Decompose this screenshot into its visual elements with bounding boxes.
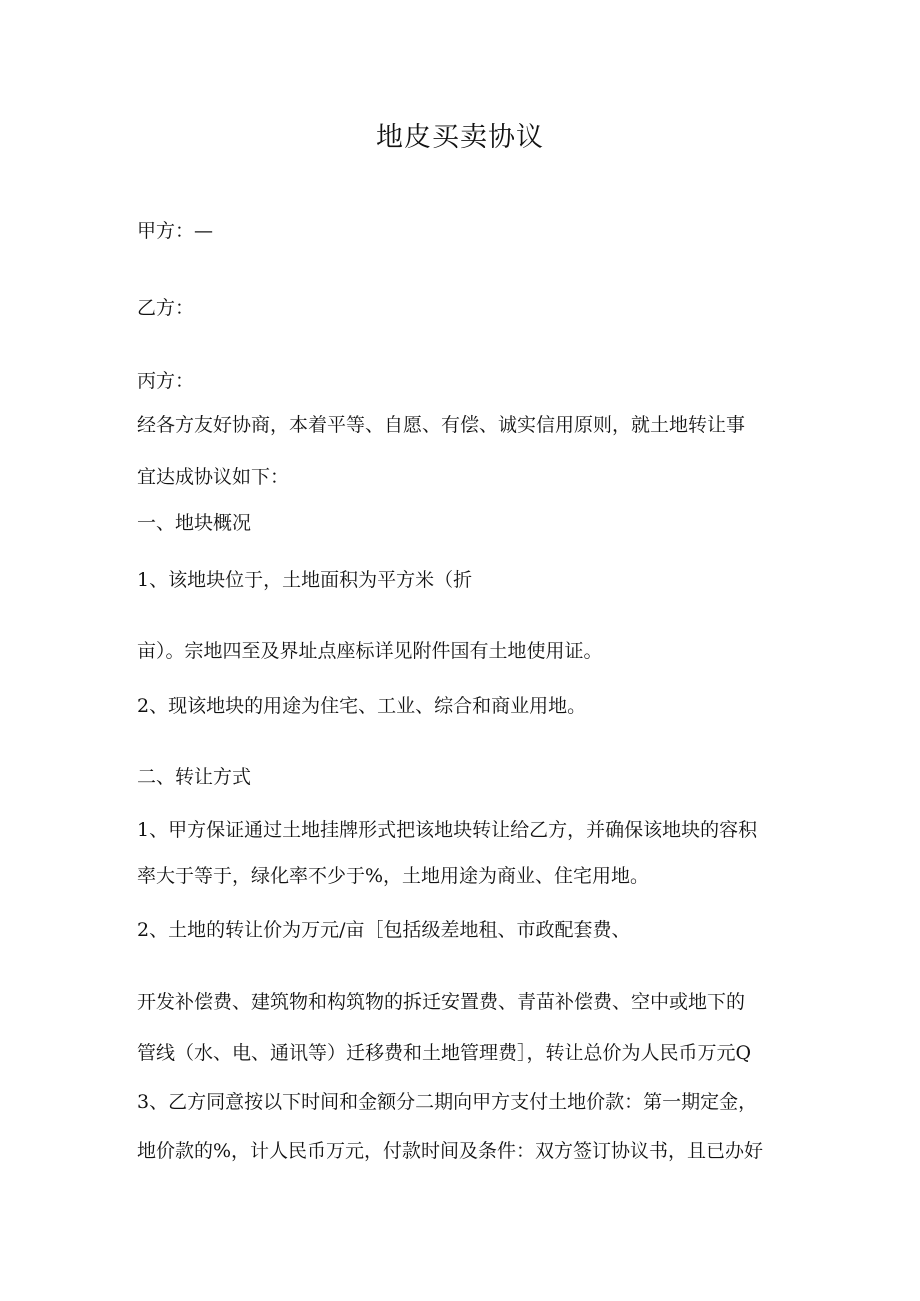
section-2-heading: 二、转让方式 [137, 766, 252, 788]
clause-2-2-line-1: 2、土地的转让价为万元/亩［包括级差地租、市政配套费、 [137, 919, 631, 941]
section-1-heading: 一、地块概况 [137, 512, 252, 534]
document-title: 地皮买卖协议 [376, 122, 544, 153]
clause-1-1-line-1: 1、该地块位于，土地面积为平方米（折 [137, 569, 473, 591]
preamble-line-1: 经各方友好协商，本着平等、自愿、有偿、诚实信用原则，就土地转让事 [137, 414, 746, 436]
party-b-line: 乙方： [137, 297, 195, 319]
party-a-line: 甲方：— [137, 220, 214, 242]
clause-2-3-line-2: 地价款的%，计人民币万元，付款时间及条件：双方签订协议书，且已办好 [137, 1140, 764, 1162]
clause-1-2-line: 2、现该地块的用途为住宅、工业、综合和商业用地。 [137, 695, 587, 717]
clause-2-1-line-2: 率大于等于，绿化率不少于%，土地用途为商业、住宅用地。 [137, 865, 650, 887]
clause-2-1-line-1: 1、甲方保证通过土地挂牌形式把该地块转让给乙方，并确保该地块的容积 [137, 819, 758, 841]
clause-1-1-line-2: 亩）。宗地四至及界址点座标详见附件国有土地使用证。 [137, 640, 603, 662]
clause-2-2-line-3: 管线（水、电、通讯等）迁移费和土地管理费］，转让总价为人民币万元Q [137, 1042, 752, 1064]
preamble-line-2: 宜达成协议如下： [137, 466, 290, 488]
party-c-line: 丙方： [137, 370, 195, 392]
clause-2-2-line-2: 开发补偿费、建筑物和构筑物的拆迁安置费、青苗补偿费、空中或地下的 [137, 991, 746, 1013]
clause-2-3-line-1: 3、乙方同意按以下时间和金额分二期向甲方支付土地价款：第一期定金， [137, 1091, 758, 1113]
